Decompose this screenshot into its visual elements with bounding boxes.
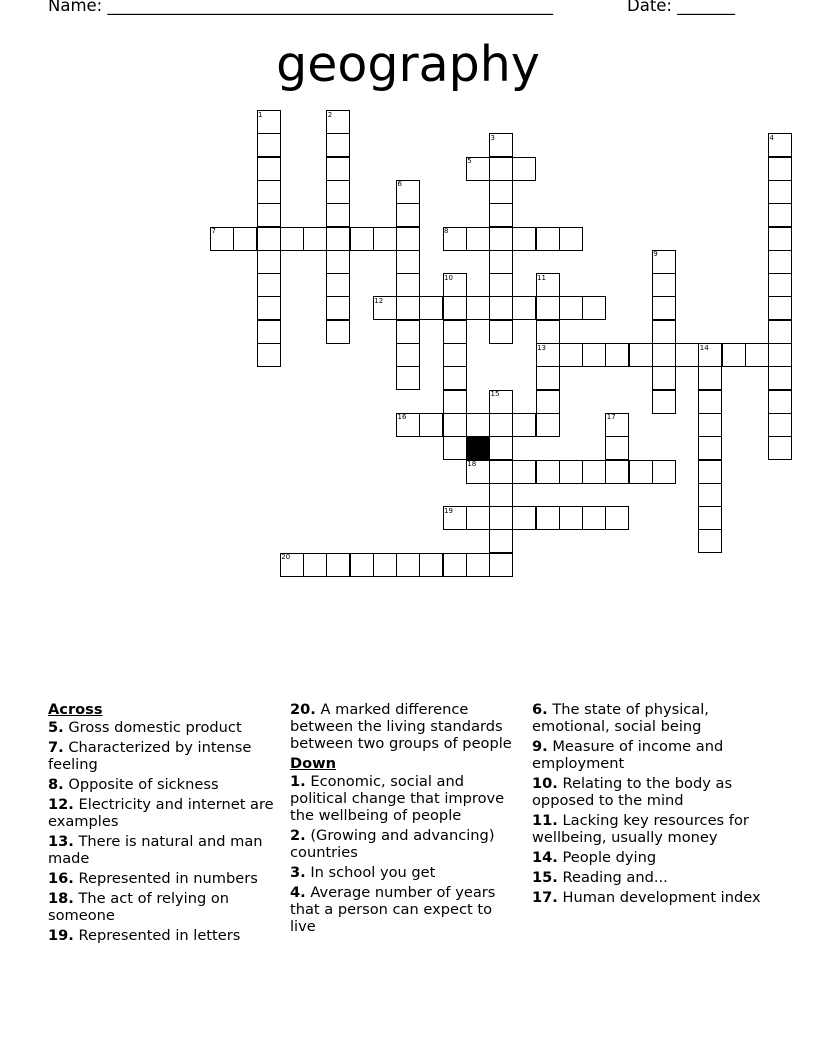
grid-cell[interactable] <box>605 460 629 484</box>
clue-number: 15. <box>532 869 558 886</box>
grid-cell[interactable] <box>257 133 281 157</box>
date-field: Date: _______ <box>627 0 735 15</box>
clue-number: 9. <box>532 738 548 755</box>
clue-text: Opposite of sickness <box>68 776 219 793</box>
clue-number-label: 14 <box>699 343 709 352</box>
grid-cell[interactable] <box>582 296 606 320</box>
grid-cell[interactable] <box>443 390 467 414</box>
grid-cell[interactable] <box>675 343 699 367</box>
clue-text: A marked difference between the living standards between two groups of people <box>290 701 512 752</box>
grid-cell[interactable] <box>350 227 374 251</box>
grid-cell[interactable] <box>257 180 281 204</box>
grid-cell[interactable] <box>396 203 420 227</box>
clue-number: 10. <box>532 775 558 792</box>
grid-cell[interactable] <box>257 157 281 181</box>
clue-number-label: 3 <box>490 133 495 142</box>
clue-number: 12. <box>48 796 74 813</box>
grid-cell[interactable] <box>768 436 792 460</box>
grid-cell[interactable] <box>536 460 560 484</box>
clue-down-11 <box>532 812 768 846</box>
clue-text: Reading and... <box>562 869 668 886</box>
clue-down-15 <box>532 869 768 886</box>
grid-cell[interactable] <box>698 366 722 390</box>
grid-cell[interactable] <box>396 343 420 367</box>
clue-number-label: 8 <box>444 227 449 235</box>
grid-cell[interactable] <box>559 506 583 530</box>
clue-number: 7. <box>48 739 64 756</box>
clue-number-label: 9 <box>653 250 658 259</box>
grid-cell[interactable] <box>512 296 536 320</box>
clue-text: Represented in numbers <box>78 870 258 887</box>
grid-cell[interactable] <box>326 227 350 251</box>
clue-number-label: 19 <box>444 506 453 515</box>
clue-number-label: 4 <box>769 133 774 142</box>
page-title: geography <box>276 36 540 93</box>
grid-cell[interactable] <box>512 227 536 251</box>
grid-cell[interactable] <box>489 483 513 507</box>
grid-cell[interactable] <box>768 227 792 251</box>
grid-cell[interactable] <box>536 366 560 390</box>
clue-text: Measure of income and employment <box>532 738 724 772</box>
clue-down-2 <box>290 827 522 861</box>
clue-number-label: 5 <box>467 157 472 166</box>
clue-across-13 <box>48 833 276 867</box>
clue-number-label: 18 <box>467 460 477 468</box>
clue-down-1 <box>290 773 522 824</box>
grid-cell[interactable] <box>768 343 792 367</box>
name-field: Name: ______________________________________________________ <box>48 0 553 15</box>
grid-cell[interactable] <box>233 227 257 251</box>
clue-number-label: 12 <box>374 296 384 305</box>
grid-cell[interactable] <box>489 553 513 577</box>
grid-cell[interactable] <box>559 227 583 251</box>
clue-down-6 <box>532 701 768 735</box>
grid-cell[interactable] <box>652 460 676 484</box>
clue-text: There is natural and man made <box>48 833 263 867</box>
clue-text: Gross domestic product <box>68 719 242 736</box>
grid-cell[interactable] <box>698 390 722 414</box>
grid-cell[interactable] <box>326 553 350 577</box>
clue-across-16 <box>48 870 276 887</box>
grid-cell[interactable] <box>512 157 536 181</box>
grid-cell[interactable] <box>768 366 792 390</box>
grid-cell[interactable] <box>326 296 350 320</box>
clue-number-label: 1 <box>258 110 263 119</box>
grid-cell[interactable] <box>257 320 281 344</box>
grid-cell[interactable] <box>280 227 304 251</box>
grid-cell[interactable] <box>698 413 722 437</box>
grid-cell[interactable] <box>443 343 467 367</box>
clue-number: 13. <box>48 833 74 850</box>
clue-text: Average number of years that a person can expect to live <box>290 884 496 935</box>
grid-cell[interactable] <box>512 506 536 530</box>
grid-cell[interactable] <box>559 343 583 367</box>
grid-cell[interactable] <box>489 180 513 204</box>
grid-cell[interactable] <box>652 390 676 414</box>
grid-cell[interactable] <box>326 273 350 297</box>
across-heading: Across <box>48 701 103 718</box>
grid-cell[interactable] <box>489 320 513 344</box>
clue-down-10 <box>532 775 768 809</box>
grid-cell[interactable] <box>768 296 792 320</box>
clue-number-label: 13 <box>537 343 546 352</box>
grid-cell[interactable] <box>396 320 420 344</box>
grid-cell[interactable] <box>559 296 583 320</box>
grid-cell[interactable] <box>698 460 722 484</box>
grid-cell[interactable] <box>489 203 513 227</box>
clue-across-20 <box>290 701 522 752</box>
grid-cell[interactable] <box>326 320 350 344</box>
grid-cell[interactable] <box>768 180 792 204</box>
clue-number-label: 6 <box>397 180 402 189</box>
grid-cell[interactable] <box>326 157 350 181</box>
grid-cell[interactable] <box>419 553 443 577</box>
grid-cell[interactable] <box>326 250 350 274</box>
clue-text: In school you get <box>310 864 436 881</box>
grid-cell[interactable] <box>396 366 420 390</box>
grid-cell[interactable] <box>605 343 629 367</box>
grid-cell[interactable] <box>489 296 513 320</box>
clues-column-2 <box>290 701 522 938</box>
grid-cell[interactable] <box>396 227 420 251</box>
clue-number: 18. <box>48 890 74 907</box>
grid-cell[interactable] <box>257 227 281 251</box>
grid-cell[interactable] <box>489 157 513 181</box>
grid-cell[interactable] <box>489 529 513 553</box>
grid-cell[interactable] <box>722 343 746 367</box>
grid-cell[interactable] <box>536 227 560 251</box>
grid-cell[interactable] <box>512 413 536 437</box>
grid-cell[interactable] <box>257 296 281 320</box>
grid-cell[interactable] <box>419 296 443 320</box>
grid-cell[interactable] <box>326 133 350 157</box>
grid-cell[interactable] <box>768 273 792 297</box>
clues-column-1 <box>48 701 276 947</box>
clue-text: The act of relying on someone <box>48 890 230 924</box>
clue-across-7 <box>48 739 276 773</box>
clue-down-9 <box>532 738 768 772</box>
grid-cell[interactable] <box>443 320 467 344</box>
grid-cell[interactable] <box>466 506 490 530</box>
grid-cell[interactable] <box>536 390 560 414</box>
grid-cell[interactable] <box>350 553 374 577</box>
clue-number: 5. <box>48 719 64 736</box>
grid-cell[interactable] <box>652 273 676 297</box>
clue-number: 11. <box>532 812 558 829</box>
grid-cell[interactable] <box>512 460 536 484</box>
grid-cell[interactable] <box>559 460 583 484</box>
grid-cell[interactable] <box>489 436 513 460</box>
grid-cell[interactable] <box>373 227 397 251</box>
grid-cell[interactable] <box>257 203 281 227</box>
clue-number: 6. <box>532 701 548 718</box>
clue-text: The state of physical, emotional, social being <box>532 701 709 735</box>
grid-cell[interactable] <box>396 553 420 577</box>
clue-number: 8. <box>48 776 64 793</box>
grid-cell[interactable] <box>768 203 792 227</box>
clue-number-label: 7 <box>211 227 216 235</box>
grid-cell[interactable] <box>396 250 420 274</box>
clue-number-label: 15 <box>490 390 500 399</box>
grid-cell[interactable] <box>443 553 467 577</box>
clue-number-label: 20 <box>281 553 291 562</box>
grid-cell[interactable] <box>629 460 653 484</box>
grid-cell[interactable] <box>489 506 513 530</box>
grid-cell[interactable] <box>582 506 606 530</box>
clues-column-3 <box>532 701 768 909</box>
grid-cell[interactable] <box>466 553 490 577</box>
grid-cell[interactable] <box>698 483 722 507</box>
grid-cell[interactable] <box>419 413 443 437</box>
grid-cell[interactable] <box>257 273 281 297</box>
grid-cell[interactable] <box>629 343 653 367</box>
grid-cell[interactable] <box>536 506 560 530</box>
clue-number-label: 10 <box>444 273 453 282</box>
grid-cell[interactable] <box>373 553 397 577</box>
grid-cell[interactable] <box>489 227 513 251</box>
grid-cell[interactable] <box>257 250 281 274</box>
grid-cell[interactable] <box>768 390 792 414</box>
grid-cell[interactable] <box>652 296 676 320</box>
grid-cell[interactable] <box>396 273 420 297</box>
clue-text: Economic, social and political change that improve the wellbeing of people <box>290 773 505 824</box>
clue-number: 2. <box>290 827 306 844</box>
clue-number-label: 16 <box>397 413 407 422</box>
grid-cell[interactable] <box>443 413 467 437</box>
grid-cell[interactable] <box>443 296 467 320</box>
grid-cell[interactable] <box>303 227 327 251</box>
clue-text: Represented in letters <box>78 927 241 944</box>
grid-cell[interactable] <box>652 366 676 390</box>
down-heading: Down <box>290 755 337 772</box>
clue-number: 1. <box>290 773 306 790</box>
grid-cell[interactable] <box>396 296 420 320</box>
clue-across-8 <box>48 776 276 793</box>
grid-cell[interactable] <box>536 296 560 320</box>
grid-cell[interactable] <box>768 250 792 274</box>
grid-cell[interactable] <box>257 343 281 367</box>
clue-number: 19. <box>48 927 74 944</box>
clue-text: Human development index <box>562 889 761 906</box>
clue-across-18 <box>48 890 276 924</box>
grid-cell[interactable] <box>745 343 769 367</box>
grid-cell[interactable] <box>768 157 792 181</box>
grid-cell[interactable] <box>698 506 722 530</box>
grid-cell[interactable] <box>326 180 350 204</box>
grid-cell[interactable] <box>582 343 606 367</box>
grid-cell[interactable] <box>489 413 513 437</box>
clue-text: Electricity and internet are examples <box>48 796 274 830</box>
grid-cell[interactable] <box>605 436 629 460</box>
grid-cell[interactable] <box>652 320 676 344</box>
clue-text: Lacking key resources for wellbeing, usually money <box>532 812 749 846</box>
clue-across-5 <box>48 719 276 736</box>
clue-down-4 <box>290 884 522 935</box>
grid-cell[interactable] <box>536 413 560 437</box>
grid-cell[interactable] <box>768 413 792 437</box>
clue-number-label: 2 <box>327 110 333 119</box>
grid-cell[interactable] <box>652 343 676 367</box>
clue-number-label: 17 <box>606 413 616 422</box>
grid-cell[interactable] <box>443 436 467 460</box>
clue-number: 20. <box>290 701 316 718</box>
grid-cell[interactable] <box>768 320 792 344</box>
grid-cell[interactable] <box>489 250 513 274</box>
clue-across-19 <box>48 927 276 944</box>
clue-text: Characterized by intense feeling <box>48 739 252 773</box>
clue-number: 17. <box>532 889 558 906</box>
grid-cell[interactable] <box>698 529 722 553</box>
grid-cell[interactable] <box>466 413 490 437</box>
clue-number: 3. <box>290 864 306 881</box>
grid-cell[interactable] <box>466 227 490 251</box>
clue-text: (Growing and advancing) countries <box>290 827 495 861</box>
clue-down-14 <box>532 849 768 866</box>
grid-cell[interactable] <box>489 460 513 484</box>
clue-text: People dying <box>562 849 657 866</box>
grid-cell[interactable] <box>326 203 350 227</box>
clue-down-3 <box>290 864 522 881</box>
grid-cell[interactable] <box>303 553 327 577</box>
grid-cell[interactable] <box>466 296 490 320</box>
clue-text: Relating to the body as opposed to the mind <box>532 775 733 809</box>
grid-cell[interactable] <box>443 366 467 390</box>
clue-across-12 <box>48 796 276 830</box>
clue-number: 16. <box>48 870 74 887</box>
grid-cell[interactable] <box>582 460 606 484</box>
clue-number: 14. <box>532 849 558 866</box>
grid-cell[interactable] <box>536 320 560 344</box>
clue-number: 4. <box>290 884 306 901</box>
clue-number-label: 11 <box>537 273 546 282</box>
grid-cell[interactable] <box>698 436 722 460</box>
grid-cell[interactable] <box>489 273 513 297</box>
grid-block-cell <box>466 436 490 460</box>
grid-cell[interactable] <box>605 506 629 530</box>
clue-down-17 <box>532 889 768 906</box>
